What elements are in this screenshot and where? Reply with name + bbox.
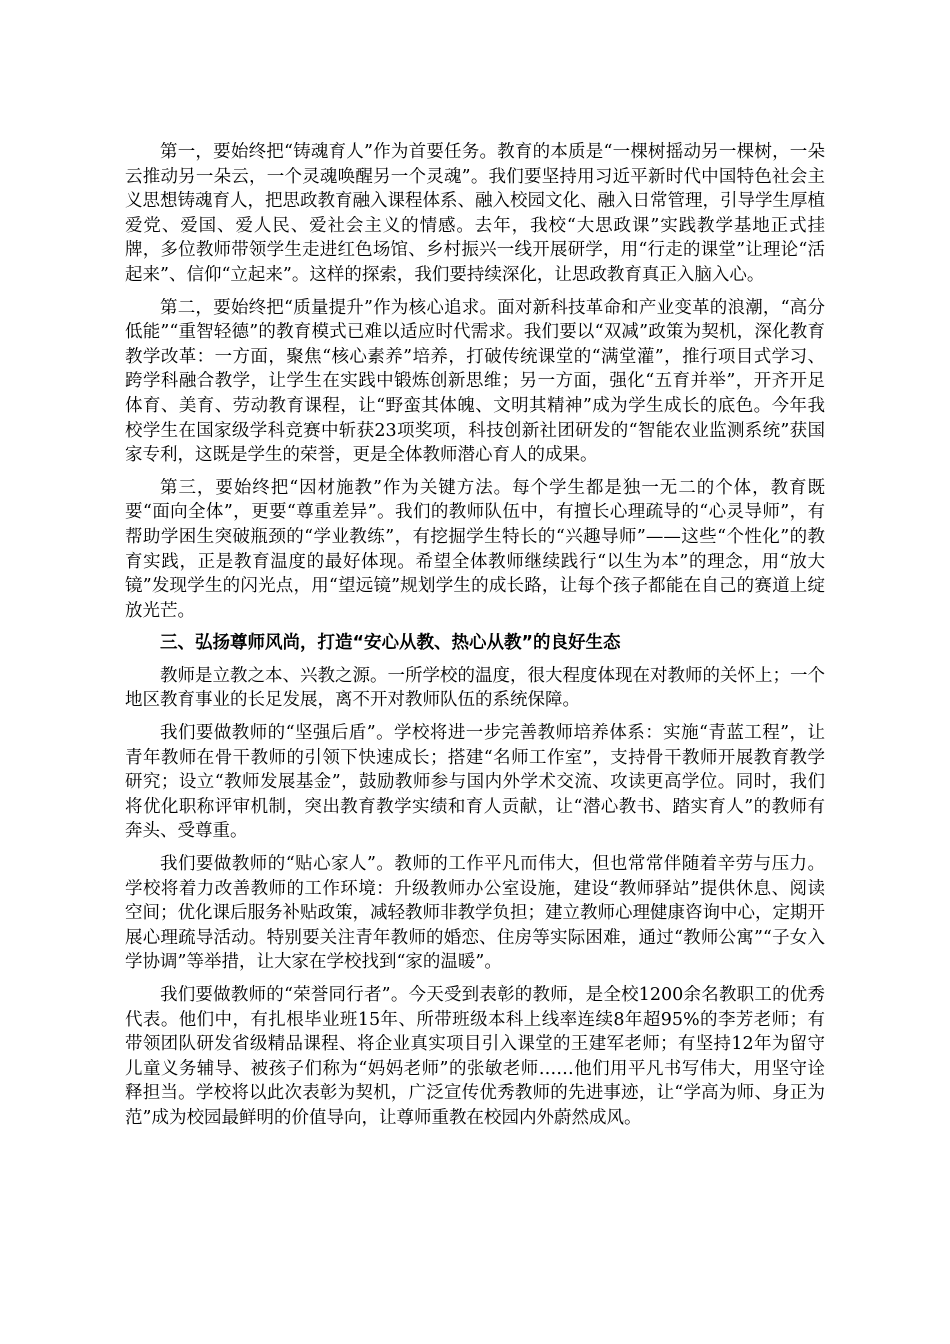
paragraph-caring-family: 我们要做教师的“贴心家人”。教师的工作平凡而伟大，但也常常伴随着辛劳与压力。学校将着力改善教师的工作环境：升级教师办公室设施，建设“教师驿站”提供休息、阅读空间；优化课后服务补贴政策，减轻教师非教学负担；建立教师心理健康咨询中心，定期开展心理疏导活动。特别要关注青年教师的婚恋、住房等实际困难，通过“教师公寓”“子女入学协调”等举措，让大家在学校找到“家的温暖”。	[125, 854, 825, 973]
section-heading: 三、弘扬尊师风尚，打造“安心从教、热心从教”的良好生态	[160, 633, 621, 654]
paragraph-honor-companion: 我们要做教师的“荣誉同行者”。今天受到表彰的教师，是全校1200余名教职工的优秀代表。他们中，有扎根毕业班15年、所带班级本科上线率连续8年超95%的李芳老师；有带领团队研发省级精品课程、将企业真实项目引入课堂的王建军老师；有坚持12年为留守儿童义务辅导、被孩子们称为“妈妈老师”的张敏老师……他们用平凡书写伟大，用坚守诠释担当。学校将以此次表彰为契机，广泛宣传优秀教师的先进事迹，让“学高为师、身正为范”成为校园最鲜明的价值导向，让尊师重教在校园内外蔚然成风。	[125, 985, 825, 1128]
paragraph-first-task: 第一，要始终把“铸魂育人”作为首要任务。教育的本质是“一棵树摇动另一棵树，一朵云推动另一朵云，一个灵魂唤醒另一个灵魂”。我们要坚持用习近平新时代中国特色社会主义思想铸魂育人，把思政教育融入课程体系、融入校园文化、融入日常管理，引导学生厚植爱党、爱国、爱人民、爱社会主义的情感。去年，我校“大思政课”实践教学基地正式挂牌，多位教师带领学生走进红色场馆、乡村振兴一线开展研学，用“行走的课堂”让理论“活起来”、信仰“立起来”。这样的探索，我们要持续深化，让思政教育真正入脑入心。	[125, 142, 825, 285]
paragraph-strong-backing: 我们要做教师的“坚强后盾”。学校将进一步完善教师培养体系：实施“青蓝工程”，让青年教师在骨干教师的引领下快速成长；搭建“名师工作室”，支持骨干教师开展教育教学研究；设立“教师发展基金”，鼓励教师参与国内外学术交流、攻读更高学位。同时，我们将优化职称评审机制，突出教育教学实绩和育人贡献，让“潜心教书、踏实育人”的教师有奔头、受尊重。	[125, 723, 825, 842]
paragraph-second-task: 第二，要始终把“质量提升”作为核心追求。面对新科技革命和产业变革的浪潮，“高分低能”“重智轻德”的教育模式已难以适应时代需求。我们要以“双减”政策为契机，深化教育教学改革：一方面，聚焦“核心素养”培养，打破传统课堂的“满堂灌”，推行项目式学习、跨学科融合教学，让学生在实践中锻炼创新思维；另一方面，强化“五育并举”，开齐开足体育、美育、劳动教育课程，让“野蛮其体魄、文明其精神”成为学生成长的底色。今年我校学生在国家级学科竞赛中斩获23项奖项，科技创新社团研发的“智能农业监测系统”获国家专利，这既是学生的荣誉，更是全体教师潜心育人的成果。	[125, 297, 825, 466]
paragraph-third-task: 第三，要始终把“因材施教”作为关键方法。每个学生都是独一无二的个体，教育既要“面向全体”，更要“尊重差异”。我们的教师队伍中，有擅长心理疏导的“心灵导师”，有帮助学困生突破瓶颈的“学业教练”，有挖掘学生特长的“兴趣导师”——这些“个性化”的教育实践，正是教育温度的最好体现。希望全体教师继续践行“以生为本”的理念，用“放大镜”发现学生的闪光点，用“望远镜”规划学生的成长路，让每个孩子都能在自己的赛道上绽放光芒。	[125, 477, 825, 621]
paragraph-teacher-intro: 教师是立教之本、兴教之源。一所学校的温度，很大程度体现在对教师的关怀上；一个地区教育事业的长足发展，离不开对教师队伍的系统保障。	[125, 665, 825, 711]
